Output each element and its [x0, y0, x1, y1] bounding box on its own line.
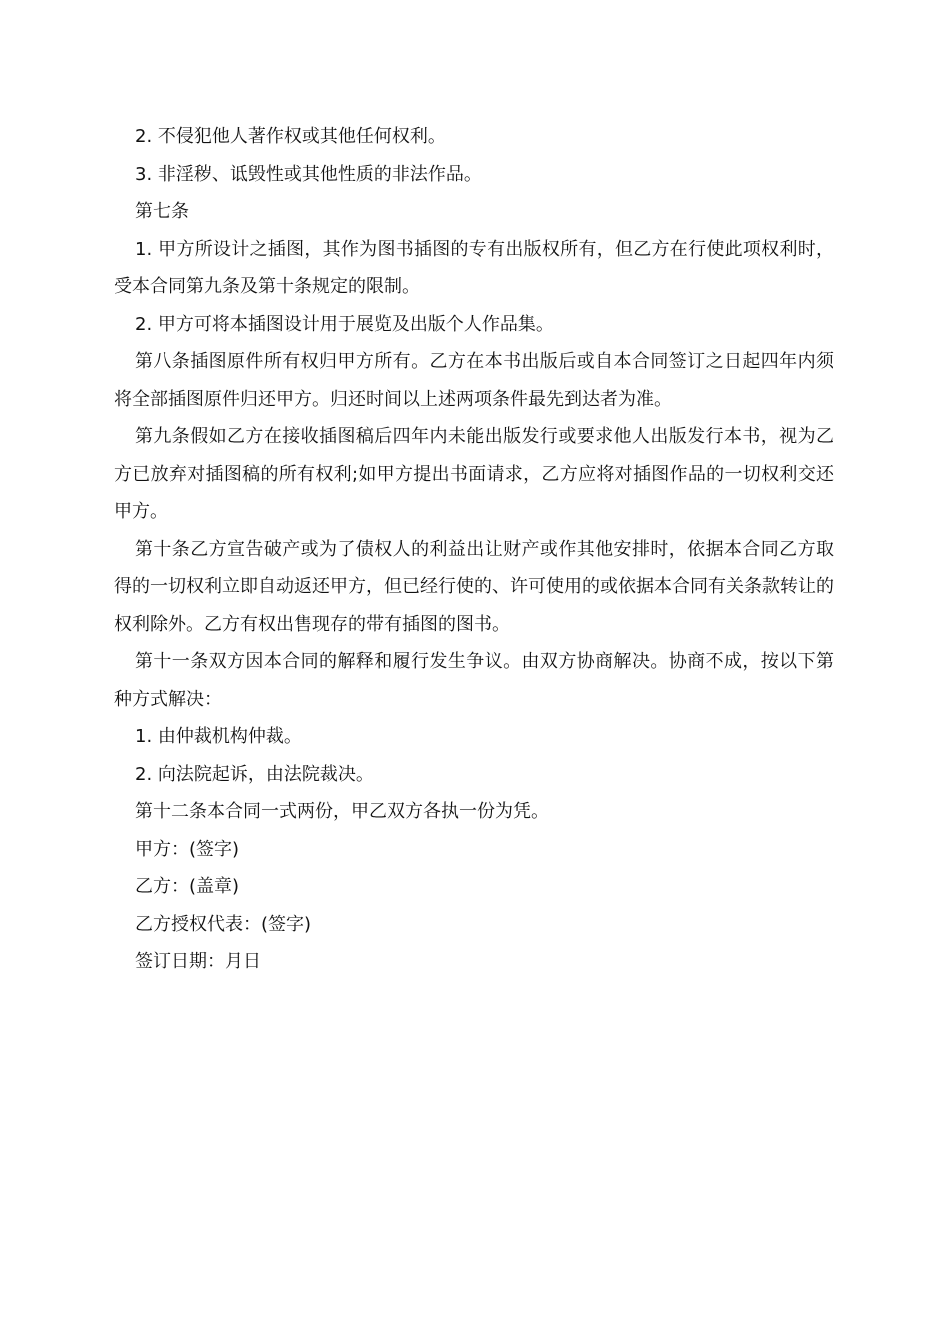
- party-b-seal-line: 乙方：(盖章): [135, 876, 240, 897]
- clause-7-item-1: 1. 甲方所设计之插图，其作为图书插图的专有出版权所有，但乙方在行使此项权利时，受本合同第九条及第十条规定的限制。: [114, 238, 834, 297]
- party-b-representative-line: 乙方授权代表：(签字): [135, 913, 312, 935]
- document-body: [114, 118, 834, 981]
- clause-10: 第十条乙方宣告破产或为了债权人的利益出让财产或作其他安排时，依据本合同乙方取得的一切权利立即自动返还甲方，但已经行使的、许可使用的或依据本合同有关条款转让的权利除外。乙方有权出售现存的带有插图的图书。: [114, 538, 834, 635]
- clause-8: 第八条插图原件所有权归甲方所有。乙方在本书出版后或自本合同签订之日起四年内须将全部插图原件归还甲方。归还时间以上述两项条件最先到达者为准。: [114, 351, 834, 410]
- clause-12: 第十二条本合同一式两份，甲乙双方各执一份为凭。: [135, 801, 549, 822]
- signing-date-line: 签订日期：月日: [135, 951, 261, 972]
- clause-11-item-2: 2. 向法院起诉，由法院裁决。: [135, 763, 374, 785]
- clause-9: 第九条假如乙方在接收插图稿后四年内未能出版发行或要求他人出版发行本书，视为乙方已放弃对插图稿的所有权利;如甲方提出书面请求，乙方应将对插图作品的一切权利交还甲方。: [114, 426, 834, 522]
- clause-7-heading: 第七条: [135, 201, 189, 222]
- clause-6-item-3: 3. 非淫秽、诋毁性或其他性质的非法作品。: [135, 163, 482, 185]
- clause-6-item-2: 2. 不侵犯他人著作权或其他任何权利。: [135, 126, 446, 147]
- clause-11: 第十一条双方因本合同的解释和履行发生争议。由双方协商解决。协商不成，按以下第种方式解决：: [114, 651, 834, 710]
- party-a-signature-line: 甲方：(签字): [135, 838, 240, 860]
- clause-7-item-2: 2. 甲方可将本插图设计用于展览及出版个人作品集。: [135, 313, 554, 335]
- clause-11-item-1: 1. 由仲裁机构仲裁。: [135, 726, 302, 747]
